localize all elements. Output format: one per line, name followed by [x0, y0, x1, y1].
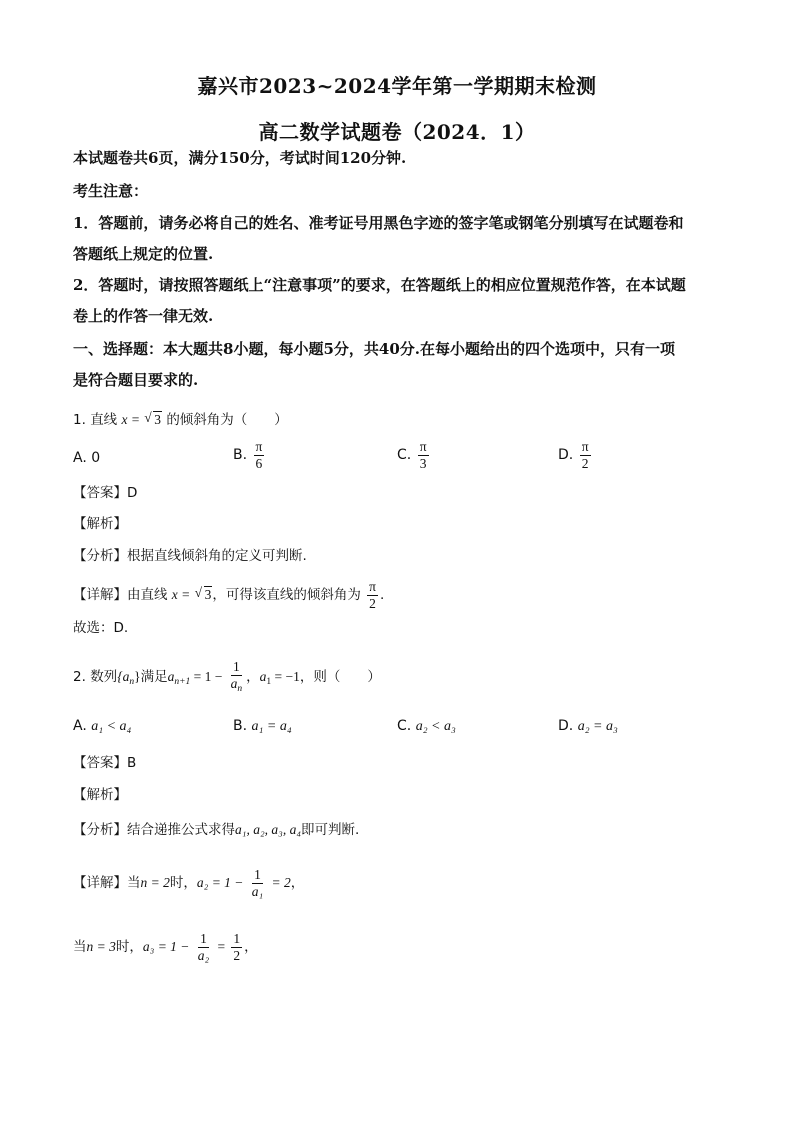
exam-title: 嘉兴市2023~2024学年第一学期期末检测: [197, 74, 597, 98]
answer-value: D: [127, 485, 138, 501]
notice-2a: 2．答题时，请按照答题纸上“注意事项”的要求，在答题纸上的相应位置规范作答，在本试题: [73, 276, 686, 294]
question-number: 1.: [73, 412, 86, 428]
stem-text: 的倾斜角为（ ）: [166, 412, 288, 428]
math-expr: x =: [121, 412, 140, 427]
q2-answer: [73, 753, 136, 773]
question-number: 2.: [73, 669, 86, 685]
q1-option-b: B. $\frac{\pi}{6}$: [233, 439, 263, 471]
q2-option-d: D. a₂ = a₃: [558, 718, 618, 734]
exam-subtitle: 高二数学试题卷（2024．1）: [258, 120, 536, 144]
answer-value: B: [127, 755, 137, 771]
notice-title: 考生注意：: [73, 182, 149, 200]
section-heading-a: 一、选择题：本大题共8小题，每小题5分，共40分.在每小题给出的四个选项中，只有一项: [73, 340, 675, 358]
exam-info: 本试题卷共6页，满分150分，考试时间120分钟.: [73, 149, 407, 167]
notice-2b: 卷上的作答一律无效.: [73, 307, 214, 325]
q1-xiangjie: 【详解】由直线 x = √ 3，可得该直线的倾斜角为 $\frac{\pi}{2}$ .: [73, 579, 385, 611]
q1-analysis-tag: 【解析】: [73, 516, 127, 532]
q2-step-2: 当n = 3时，a₃ = 1 − $\frac{1}{\text{a₂}}$ = $\frac{1}{2}$ ，: [73, 931, 258, 963]
q2-fenxi: 【分析】结合递推公式求得a₁, a₂, a₃, a₄即可判断.: [73, 822, 360, 838]
question-2-stem: 2. 数列$\{a_n\}$满足$a_{n+1} = 1$ − $\frac{1}{a_n}$ ，$a_1 = -1$，则（ ）: [73, 659, 381, 694]
q1-fenxi: 【分析】根据直线倾斜角的定义可判断.: [73, 548, 307, 564]
notice-1b: 答题纸上规定的位置.: [73, 245, 214, 263]
q2-option-c: C. a₂ < a₃: [397, 718, 456, 734]
section-heading-b: 是符合题目要求的.: [73, 371, 199, 389]
answer-tag: 【答案】: [73, 755, 127, 771]
question-1-stem: [73, 410, 288, 430]
q1-answer: [73, 483, 137, 503]
q1-conclusion: 故选：D.: [73, 620, 129, 636]
sqrt-expr: √ 3: [144, 410, 162, 427]
q1-option-c: C. $\frac{\pi}{3}$: [397, 439, 427, 471]
answer-tag: 【答案】: [73, 485, 127, 501]
q2-analysis-tag: 【解析】: [73, 787, 127, 803]
stem-text: 直线: [90, 412, 118, 428]
q2-step-1: 【详解】当n = 2时，a₂ = 1 − $\frac{1}{\text{a₁}}$ = 2，: [73, 867, 305, 899]
q2-option-b: B. a₁ = a₄: [233, 718, 292, 734]
notice-1a: 1．答题前，请务必将自己的姓名、准考证号用黑色字迹的签字笔或钢笔分别填写在试题卷和: [73, 214, 684, 232]
q2-option-a: A. a₁ < a₄: [73, 718, 132, 734]
q1-option-a: A. 0: [73, 450, 101, 466]
q1-option-d: D. $\frac{\pi}{2}$: [558, 439, 589, 471]
